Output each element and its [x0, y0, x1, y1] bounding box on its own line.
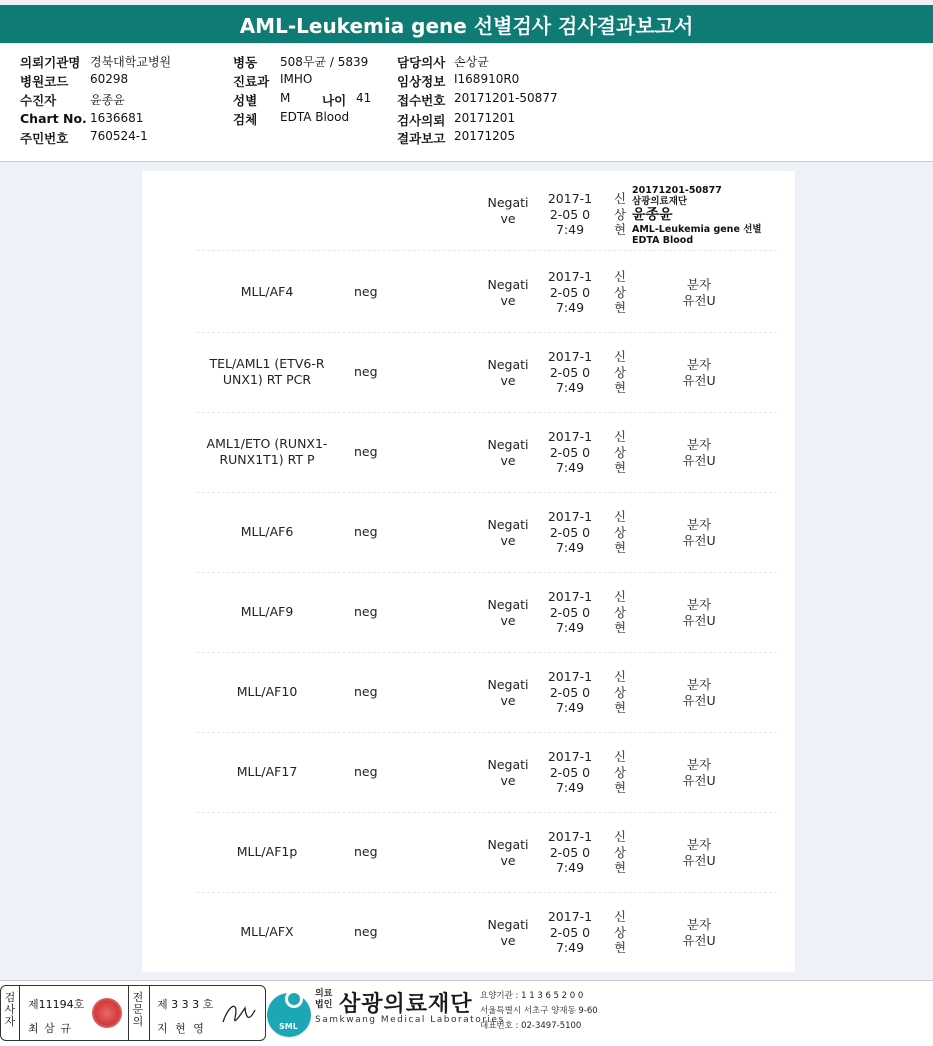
test-name: MLL/AF9	[240, 604, 294, 619]
info-value: EDTA Blood	[280, 110, 350, 124]
department: 분자 유전U	[682, 677, 716, 708]
reporter-name: 신 상 현	[613, 909, 627, 955]
test-result: neg	[354, 684, 378, 699]
info-label: 검사의뢰	[397, 113, 446, 128]
department: 분자 유전U	[682, 437, 716, 468]
scanned-result-page	[142, 171, 795, 972]
info-value: 508무균 / 5839	[280, 55, 369, 69]
negative-text: Negati ve	[487, 357, 529, 388]
department: 분자 유전U	[682, 517, 716, 548]
org-english-name: Samkwang Medical Laboratories	[315, 1015, 505, 1025]
info-value: M	[280, 91, 291, 105]
reporter-name: 신 상 현	[613, 269, 627, 315]
age-value: 41	[356, 91, 372, 105]
info-label: 결과보고	[397, 131, 446, 146]
table-row	[142, 813, 795, 893]
logo-badge-text: SML	[279, 1022, 298, 1031]
result-date: 2017-1 2-05 0 7:49	[547, 669, 593, 715]
info-label: 의뢰기관명	[20, 55, 81, 70]
test-result: neg	[354, 924, 378, 939]
info-label: 담당의사	[397, 55, 446, 70]
test-name: MLL/AF10	[236, 684, 298, 699]
info-value: 20171205	[454, 129, 516, 143]
result-date: 2017-1 2-05 0 7:49	[547, 269, 593, 315]
info-value: I168910R0	[454, 72, 520, 86]
table-row	[142, 171, 795, 251]
info-value: 1636681	[90, 111, 144, 125]
negative-text: Negati ve	[487, 757, 529, 788]
specialist-license: 제 3 3 3 호	[157, 998, 214, 1011]
negative-text: Negati ve	[487, 837, 529, 868]
signature-box	[0, 985, 266, 1041]
specimen-label	[632, 185, 782, 246]
info-value: 윤종윤	[90, 93, 125, 107]
negative-text: Negati ve	[487, 517, 529, 548]
info-label: 성별	[233, 93, 258, 108]
info-value: 20171201-50877	[454, 91, 558, 105]
org-code: 요양기관 : 1 1 3 6 5 2 0 0	[480, 991, 584, 1001]
department: 분자 유전U	[682, 757, 716, 788]
table-row	[142, 893, 795, 973]
report-title: AML-Leukemia gene 선별검사 검사결과보고서	[0, 5, 933, 43]
org-address: 서울특별시 서초구 양재동 9-60	[480, 1006, 598, 1016]
info-label: 수진자	[20, 93, 57, 108]
patient-info-panel	[0, 44, 933, 162]
reporter-name: 신 상 현	[613, 349, 627, 395]
test-result: neg	[354, 604, 378, 619]
specialist-name: 지 현 영	[157, 1022, 206, 1035]
department: 분자 유전U	[682, 277, 716, 308]
test-name: MLL/AF6	[240, 524, 294, 539]
specimen-label-patient: 윤종윤	[632, 207, 673, 223]
info-label: 주민번호	[20, 131, 69, 146]
info-value: 손상균	[454, 55, 489, 69]
info-label: 병동	[233, 55, 258, 70]
org-name: 삼광의료재단	[339, 992, 473, 1017]
result-date: 2017-1 2-05 0 7:49	[547, 589, 593, 635]
test-name: AML1/ETO (RUNX1- RUNX1T1) RT P	[206, 436, 328, 467]
info-label: Chart No.	[20, 111, 87, 126]
report-footer	[0, 980, 933, 1046]
reporter-name: 신 상 현	[613, 191, 627, 237]
info-label: 병원코드	[20, 74, 69, 89]
department: 분자 유전U	[682, 597, 716, 628]
result-date: 2017-1 2-05 0 7:49	[547, 749, 593, 795]
department: 분자 유전U	[682, 917, 716, 948]
test-result: neg	[354, 844, 378, 859]
department: 분자 유전U	[682, 837, 716, 868]
specimen-label-specimen: EDTA Blood	[632, 235, 694, 246]
test-name: MLL/AF4	[240, 284, 294, 299]
test-result: neg	[354, 284, 378, 299]
info-value: 760524-1	[90, 129, 148, 143]
table-row	[142, 253, 795, 333]
reporter-name: 신 상 현	[613, 669, 627, 715]
result-date: 2017-1 2-05 0 7:49	[547, 429, 593, 475]
test-name: MLL/AF1p	[236, 844, 298, 859]
table-row	[142, 653, 795, 733]
department: 분자 유전U	[682, 357, 716, 388]
specialist-role: 전문의	[132, 991, 144, 1028]
reporter-name: 신 상 현	[613, 509, 627, 555]
test-name: MLL/AF17	[236, 764, 298, 779]
negative-text: Negati ve	[487, 277, 529, 308]
negative-text: Negati ve	[487, 917, 529, 948]
test-result: neg	[354, 524, 378, 539]
table-row	[142, 413, 795, 493]
inspector-license: 제11194호	[28, 998, 85, 1011]
negative-text: Negati ve	[487, 597, 529, 628]
age-label: 나이	[322, 93, 347, 108]
specimen-label-org: 삼광의료재단	[632, 196, 688, 207]
info-label: 진료과	[233, 74, 270, 89]
negative-text: Negati ve	[487, 195, 529, 226]
seal-stamp-icon	[92, 998, 122, 1028]
reporter-name: 신 상 현	[613, 589, 627, 635]
info-value: 경북대학교병원	[90, 55, 172, 69]
inspector-name: 최 삼 규	[28, 1022, 72, 1035]
org-type: 의료 법인	[315, 989, 333, 1010]
negative-text: Negati ve	[487, 437, 529, 468]
info-label: 임상정보	[397, 74, 446, 89]
result-date: 2017-1 2-05 0 7:49	[547, 509, 593, 555]
info-value: IMHO	[280, 72, 313, 86]
org-phone: 대표번호 : 02-3497-5100	[480, 1021, 582, 1031]
test-result: neg	[354, 444, 378, 459]
table-row	[142, 733, 795, 813]
reporter-name: 신 상 현	[613, 829, 627, 875]
specimen-label-accession: 20171201-50877	[632, 185, 722, 196]
test-result: neg	[354, 364, 378, 379]
reporter-name: 신 상 현	[613, 749, 627, 795]
negative-text: Negati ve	[487, 677, 529, 708]
signature-icon	[219, 996, 259, 1030]
info-value: 20171201	[454, 111, 516, 125]
test-name: TEL/AML1 (ETV6-R UNX1) RT PCR	[209, 356, 325, 387]
test-result: neg	[354, 764, 378, 779]
result-date: 2017-1 2-05 0 7:49	[547, 909, 593, 955]
sml-logo-icon	[266, 985, 312, 1039]
info-value: 60298	[90, 72, 129, 86]
info-label: 접수번호	[397, 93, 446, 108]
inspector-role: 검사자	[4, 991, 16, 1028]
table-row	[142, 573, 795, 653]
table-row	[142, 493, 795, 573]
info-label: 검체	[233, 112, 258, 127]
reporter-name: 신 상 현	[613, 429, 627, 475]
result-date: 2017-1 2-05 0 7:49	[547, 349, 593, 395]
specimen-label-test: AML-Leukemia gene 선별	[632, 224, 762, 235]
result-date: 2017-1 2-05 0 7:49	[547, 829, 593, 875]
test-name: MLL/AFX	[240, 924, 294, 939]
table-row	[142, 333, 795, 413]
result-date: 2017-1 2-05 0 7:49	[547, 191, 593, 237]
